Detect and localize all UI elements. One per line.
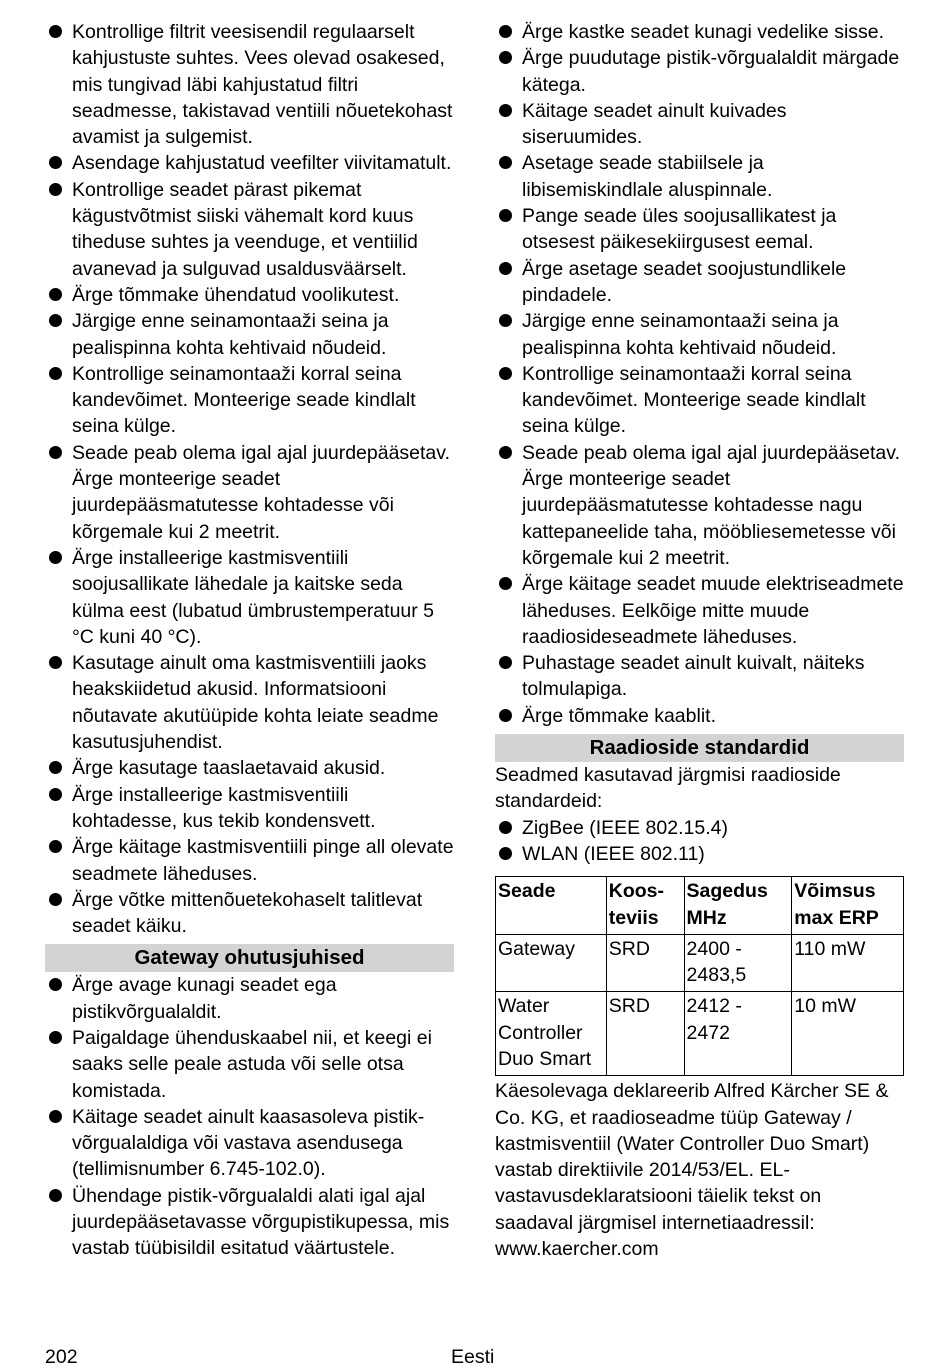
table-cell: SRD bbox=[606, 934, 684, 992]
gateway-safety-heading: Gateway ohutusjuhised bbox=[45, 944, 454, 972]
list-item: Järgige enne seinamontaaži seina ja pealispinna kohta kehtivaid nõudeid. bbox=[45, 308, 454, 361]
safety-list bbox=[495, 19, 904, 729]
radio-standards-heading: Raadioside standardid bbox=[495, 734, 904, 762]
list-item: Kontrollige filtrit veesisendil regulaarselt kahjustuste suhtes. Vees olevad osakesed, mis tungivad läbi kahjustatud filtri seadmesse, takistavad ventiili nõuetekohast avamist ja sulgemist. bbox=[45, 19, 454, 150]
left-column bbox=[45, 19, 454, 1262]
list-item: Kontrollige seinamontaaži korral seina kandevõimet. Monteerige seade kindlalt seina külge. bbox=[495, 361, 904, 440]
table-header-row bbox=[496, 877, 904, 935]
table-header-cell: Koosteviis bbox=[606, 877, 684, 935]
list-item: Ärge puudutage pistik-võrgualaldit märgade kätega. bbox=[495, 45, 904, 98]
list-item: Puhastage seadet ainult kuivalt, näiteks tolmulapiga. bbox=[495, 650, 904, 703]
standards-list bbox=[495, 815, 904, 868]
list-item: Ärge käitage seadet muude elektriseadmete läheduses. Eelkõige mitte muude raadiosideseadmete läheduses. bbox=[495, 571, 904, 650]
list-item: Seade peab olema igal ajal juurdepääsetav. Ärge monteerige seadet juurdepääsmatutesse kohtadesse nagu kattepaneelide taha, mööbliesemetesse või kõrgemale kui 2 meetrit. bbox=[495, 440, 904, 571]
list-item: Seade peab olema igal ajal juurdepääsetav. Ärge monteerige seadet juurdepääsmatutesse kohtadesse või kõrgemale kui 2 meetrit. bbox=[45, 440, 454, 545]
table-header-cell: Sagedus MHz bbox=[684, 877, 792, 935]
list-item: Ärge käitage kastmisventiili pinge all olevate seadmete läheduses. bbox=[45, 834, 454, 887]
list-item: Ärge tõmmake kaablit. bbox=[495, 703, 904, 729]
list-item: Ärge võtke mittenõuetekohaselt talitlevat seadet käiku. bbox=[45, 887, 454, 940]
declaration-text: Käesolevaga deklareerib Alfred Kärcher SE & Co. KG, et raadioseadme tüüp Gateway / kastmisventiil (Water Controller Duo Smart) vastab direktiivile 2014/53/EL. EL-vastavusdeklaratsiooni täielik tekst on saadaval järgmisel internetiaadressil: www.kaercher.com bbox=[495, 1080, 889, 1261]
list-item: Käitage seadet ainult kuivades siseruumides. bbox=[495, 98, 904, 151]
list-item: WLAN (IEEE 802.11) bbox=[495, 841, 904, 867]
list-item: Ärge kasutage taaslaetavaid akusid. bbox=[45, 755, 454, 781]
list-item: Käitage seadet ainult kaasasoleva pistik-võrgualaldiga või vastava asendusega (tellimisnumber 6.745-102.0). bbox=[45, 1104, 454, 1183]
list-item: ZigBee (IEEE 802.15.4) bbox=[495, 815, 904, 841]
radio-intro: Seadmed kasutavad järgmisi raadioside standardeid: bbox=[495, 764, 841, 813]
frequency-table bbox=[495, 876, 904, 1076]
table-cell: SRD bbox=[606, 992, 684, 1076]
table-header-cell: Seade bbox=[496, 877, 607, 935]
list-item: Ärge installeerige kastmisventiili kohtadesse, kus tekib kondensvett. bbox=[45, 782, 454, 835]
list-item: Kasutage ainult oma kastmisventiili jaoks heakskiidetud akusid. Informatsiooni nõutavate akutüüpide kohta leiate seadme kasutusjuhendist. bbox=[45, 650, 454, 755]
list-item: Asetage seade stabiilsele ja libisemiskindlale aluspinnale. bbox=[495, 150, 904, 203]
list-item: Kontrollige seadet pärast pikemat kägustvõtmist siiski vähemalt kord kuus tiheduse suhtes ja veenduge, et ventiilid avanevad ja sulguvad usaldusväärselt. bbox=[45, 177, 454, 282]
table-header-cell: Võimsus max ERP bbox=[792, 877, 904, 935]
table-cell: Water Controller Duo Smart bbox=[496, 992, 607, 1076]
table-cell: 2412 - 2472 bbox=[684, 992, 792, 1076]
list-item: Ärge installeerige kastmisventiili soojusallikate lähedale ja kaitske seda külma eest (lubatud ümbrustemperatuur 5 °C kuni 40 °C). bbox=[45, 545, 454, 650]
list-item: Ärge avage kunagi seadet ega pistikvõrgualaldit. bbox=[45, 972, 454, 1025]
table-cell: 10 mW bbox=[792, 992, 904, 1076]
table-row bbox=[496, 992, 904, 1076]
safety-list bbox=[45, 19, 454, 939]
list-item: Pange seade üles soojusallikatest ja otsesest päikesekiirgusest eemal. bbox=[495, 203, 904, 256]
list-item: Kontrollige seinamontaaži korral seina kandevõimet. Monteerige seade kindlalt seina külge. bbox=[45, 361, 454, 440]
list-item: Ühendage pistik-võrgualaldi alati igal ajal juurdepääsetavasse võrgupistikupessa, mis vastab tüübisildil esitatud väärtustele. bbox=[45, 1183, 454, 1262]
footer-language: Eesti bbox=[451, 1346, 495, 1368]
table-row bbox=[496, 934, 904, 992]
table-cell: 110 mW bbox=[792, 934, 904, 992]
page-number: 202 bbox=[45, 1346, 78, 1368]
list-item: Ärge asetage seadet soojustundlikele pindadele. bbox=[495, 256, 904, 309]
gateway-safety-list bbox=[45, 972, 454, 1261]
table-cell: Gateway bbox=[496, 934, 607, 992]
list-item: Järgige enne seinamontaaži seina ja pealispinna kohta kehtivaid nõudeid. bbox=[495, 308, 904, 361]
right-column bbox=[495, 19, 904, 1262]
list-item: Paigaldage ühenduskaabel nii, et keegi ei saaks selle peale astuda või selle otsa komistada. bbox=[45, 1025, 454, 1104]
list-item: Ärge tõmmake ühendatud voolikutest. bbox=[45, 282, 454, 308]
list-item: Ärge kastke seadet kunagi vedelike sisse. bbox=[495, 19, 904, 45]
table-cell: 2400 - 2483,5 bbox=[684, 934, 792, 992]
list-item: Asendage kahjustatud veefilter viivitamatult. bbox=[45, 150, 454, 176]
